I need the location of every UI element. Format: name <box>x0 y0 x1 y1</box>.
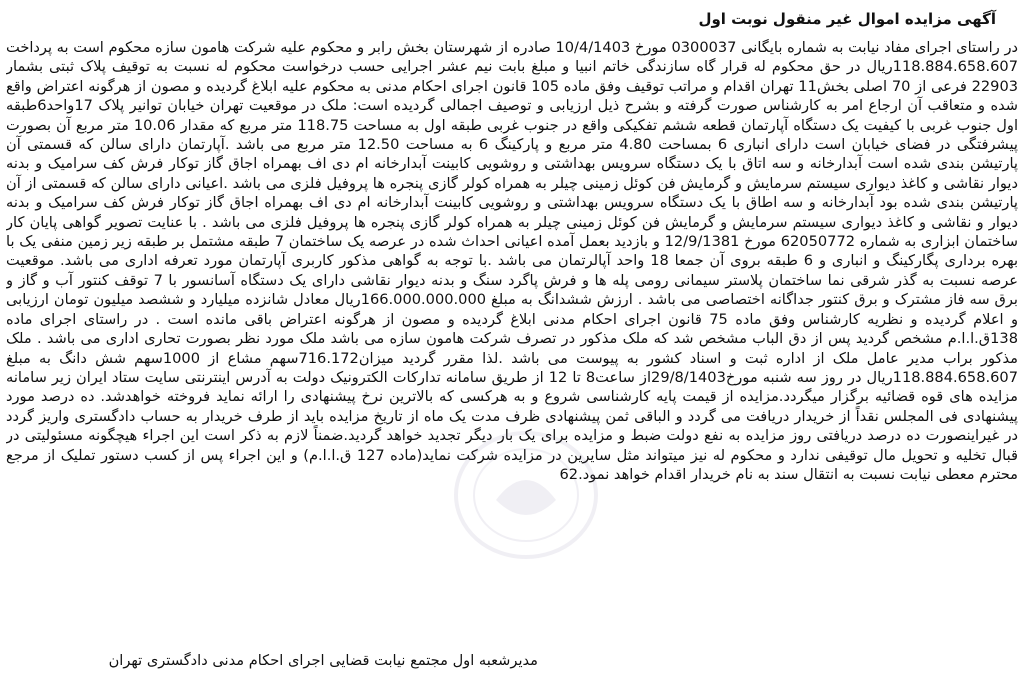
notice-title: آگهی مزایده اموال غیر منقول نوبت اول <box>698 10 996 28</box>
auction-notice <box>6 0 1018 688</box>
notice-signature: مدیرشعبه اول مجتمع نیابت قضایی اجرای احکام مدنی دادگستری تهران <box>108 652 538 669</box>
notice-body: در راستای اجرای مفاد نیابت به شماره بایگانی 0300037 مورخ 10/4/1403 صادره از شهرستان بخش رابر و محکوم علیه شرکت هامون سازه محکوم است به پرداخت 118.884.658.607ریال در حق محکوم له قرار گاه سازندگی خاتم انبیا و مبلغ بابت نیم عشر اجرایی حسب درخواست محکوم له نسبت به توقیف پلاک ثبتی بشمار 22903 فرعی از 70 اصلی بخش11 تهران اقدام و مراتب توقیف وفق ماده 105 قانون اجرای احکام مدنی به محکوم علیه ابلاغ گردیده و مصون از هرگونه اعتراض واقع شده و متعاقب آن ارجاع امر به کارشناس صورت گرفته و بشرح ذیل ارزیابی و توصیف اجمالی گردیده است: ملک در موقعیت تهران خیابان توانیر پلاک 17واحد6طبقه اول جنوب غربی با کیفیت یک دستگاه آپارتمان قطعه ششم تفکیکی واقع در جنوب غربی طبقه اول به مساحت 118.75 متر مربع که مقدار 10.06 متر مربع آن بصورت پیشرفتگی در فضای خیابان است دارای انباری 6 بمساحت 4.80 متر مربع و پارکینگ 6 به مساحت 12.50 متر مربع می باشد .آپارتمان دارای سالن که قسمتی آن پارتیشن بندی شده است آبدارخانه و سه اتاق با یک دستگاه سرویس بهداشتی و روشویی کابینت آبدارخانه ام دی اف بهمراه اجاق گاز توکار فرش کف سرامیک و بدنه دیوار نقاشی و کاغذ دیواری سیستم سرمایش و گرمایش فن کوئل زمینی چیلر به همراه کولر گازی پنجره ها پروفیل فلزی می باشد .اعیانی دارای سالن که قسمتی از آن پارتیشن بندی شده بود آبدارخانه و سه اطاق با یک دستگاه سرویس بهداشتی و روشویی کابینت آبدارخانه ام دی اف بهمراه اجاق گاز توکار فرش کف سرامیک و بدنه دیوار و نقاشی و کاغذ دیواری سیستم سرمایش و گرمایش فن کوئل زمینی چیلر به همراه کولر گازی پنجره ها پروفیل فلزی می باشد . با عنایت تصویر گواهی پایان کار ساختمان ابزاری به شماره 62050772 مورخ 12/9/1381 و بازدید بعمل آمده اعیانی احداث شده در عرصه یک ساختمان 7 طبقه مشتمل بر طبقه زیر زمین منفی یک با بهره برداری پگارکینگ و انباری و 6 طبقه بروی آن جمعا 18 واحد آپالرتمان می باشد .با توجه به گواهی مذکور کاربری آپارتمان مورد تعرفه اداری می باشد. موقعیت عرصه نسبت به گذر شرقی نما ساختمان پلاستر سیمانی رومی پله ها و فرش پاگرد سنگ و بدنه دیوار نقاشی دارای یک دستگاه آسانسور با 7 توقف کنتور آب و گاز و برق سه فاز مشترک و برق کنتور جداگانه اختصاصی می باشد . ارزش ششدانگ به مبلغ 166.000.000.000ریال معادل شانزده میلیارد و ششصد میلیون تومان ارزیابی و اعلام گردیده و نظریه کارشناس وفق ماده 75 قانون اجرای احکام مدنی ابلاغ گردیده و مصون از هرگونه اعتراض باقی مانده است . در راستای اجرای ماده 138ق.ا.ا.م مشخص گردید پس از دق الباب مشخص شد که ملک مذکور در تصرف شرکت هامون سازه می باشد ملک مورد نظر بصورت تحاری اداری می باشد . ملک مذکور براب مدیر عامل ملک از اداره ثبت و اسناد کشور به پیوست می باشد .لذا مقرر گردید میزان716.172سهم مشاع از 1000سهم شش دانگ به مبلغ 118.884.658.607ریال در روز سه شنبه مورخ29/8/1403از ساعت8 تا 12 از طریق سامانه تدارکات الکترونیک دولت به آدرس اینترنتی سایت ستاد ایران زیر سامانه مزایده های قوه قضائیه برگزار میگردد.مزایده از قیمت پایه کارشناسی شروع و به هرکسی که بالاترین نرخ پیشنهادی را ارائه نماید فروخته خواهدشد. ده درصد مورد پیشنهادی فی المجلس نقداً از خریدار دریافت می گردد و الباقی ثمن پیشنهادی ظرف مدت یک ماه از تاریخ مزایده باید از طرف خریدار به حساب دادگستری واریز گردد در غیراینصورت ده درصد دریافتی روز مزایده به نفع دولت ضبط و مزایده برای یک بار دیگر تجدید خواهد گردید.ضمناً لازم به ذکر است این اجراء هیچگونه مسئولیتی در قبال تخلیه و تحویل مال توقیفی ندارد و محکوم له نیز میتواند مثل سایرین در مزایده شرکت نماید(ماده 127 ق.ا.ا.م) و این اجراء پس از کسب دستور تملیک از مرجع محترم معطی نیابت نسبت به انتقال سند به نام خریدار اقدام خواهد نمود.62 <box>6 39 1018 483</box>
